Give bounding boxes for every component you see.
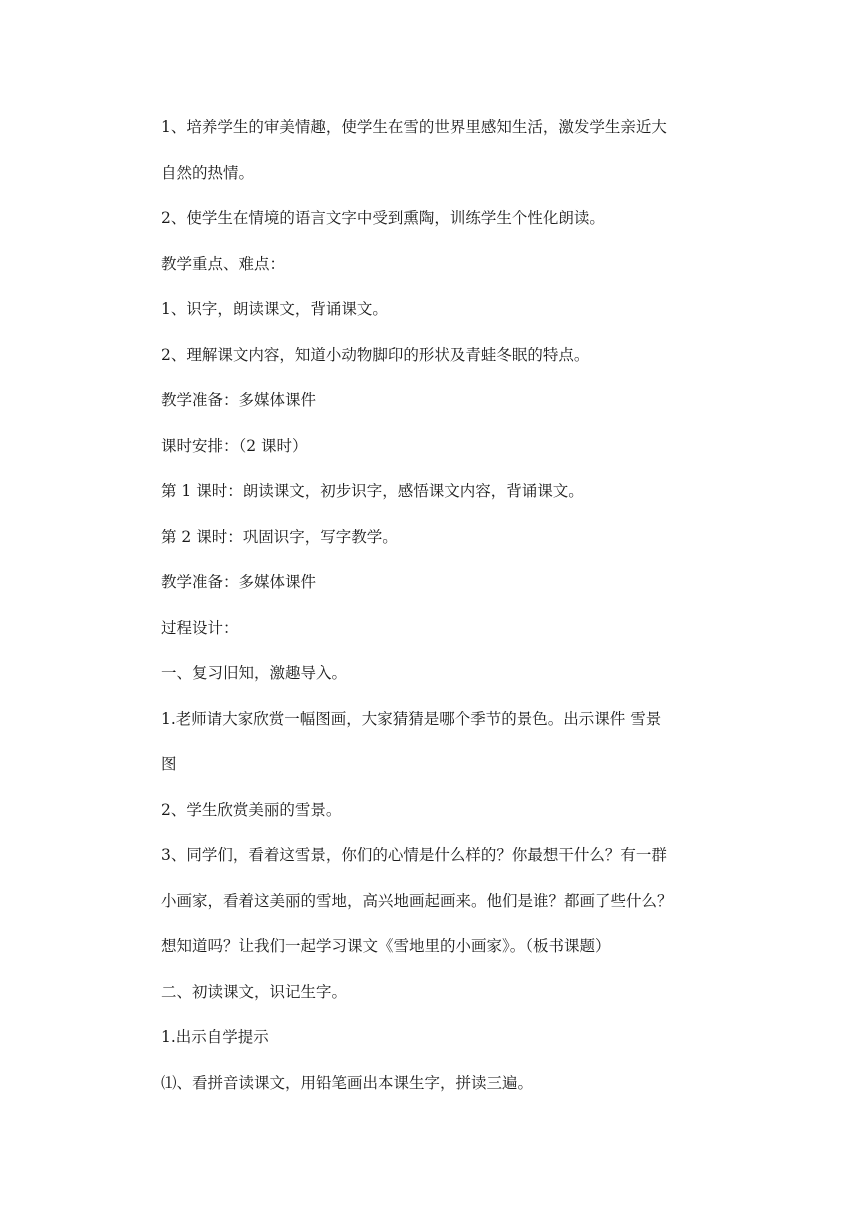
- section-heading: 一、复习旧知，激趣导入。: [161, 664, 348, 682]
- section-heading: 教学重点、难点：: [161, 254, 286, 273]
- text-line: 1.老师请大家欣赏一幅图画，大家猜猜是哪个季节的景色。出示课件 雪景: [161, 709, 662, 728]
- text-line: 2、理解课文内容，知道小动物脚印的形状及青蛙冬眠的特点。: [161, 345, 590, 364]
- document-body: [161, 112, 729, 1113]
- text-line: ⑴、看拼音读课文，用铅笔画出本课生字，拼读三遍。: [161, 1073, 534, 1092]
- text-line: 第 2 课时：巩固识字，写字教学。: [161, 527, 398, 546]
- text-line: 1.出示自学提示: [161, 1028, 269, 1046]
- section-heading: 过程设计：: [161, 618, 239, 637]
- text-line: 第 1 课时：朗读课文，初步识字，感悟课文内容，背诵课文。: [161, 482, 584, 500]
- text-line: 教学准备：多媒体课件: [161, 391, 317, 409]
- text-line: 教学准备：多媒体课件: [161, 573, 317, 591]
- text-line: 1、培养学生的审美情趣，使学生在雪的世界里感知生活，激发学生亲近大: [161, 118, 667, 136]
- text-line: 图: [161, 755, 177, 773]
- text-line: 3、同学们，看着这雪景，你们的心情是什么样的？你最想干什么？有一群: [161, 846, 667, 864]
- text-line: 课时安排：（2 课时）: [161, 436, 308, 455]
- section-heading: 二、初读课文，识记生字。: [161, 982, 348, 1001]
- text-line: 2、使学生在情境的语言文字中受到熏陶，训练学生个性化朗读。: [161, 209, 605, 227]
- text-line: 2、学生欣赏美丽的雪景。: [161, 800, 342, 819]
- text-line: 自然的热情。: [161, 163, 255, 182]
- text-line: 1、识字，朗读课文，背诵课文。: [161, 300, 388, 318]
- text-line: 小画家，看着这美丽的雪地，高兴地画起画来。他们是谁？都画了些什么？: [161, 891, 673, 910]
- text-line: 想知道吗？让我们一起学习课文《雪地里的小画家》。（板书课题）: [161, 937, 611, 955]
